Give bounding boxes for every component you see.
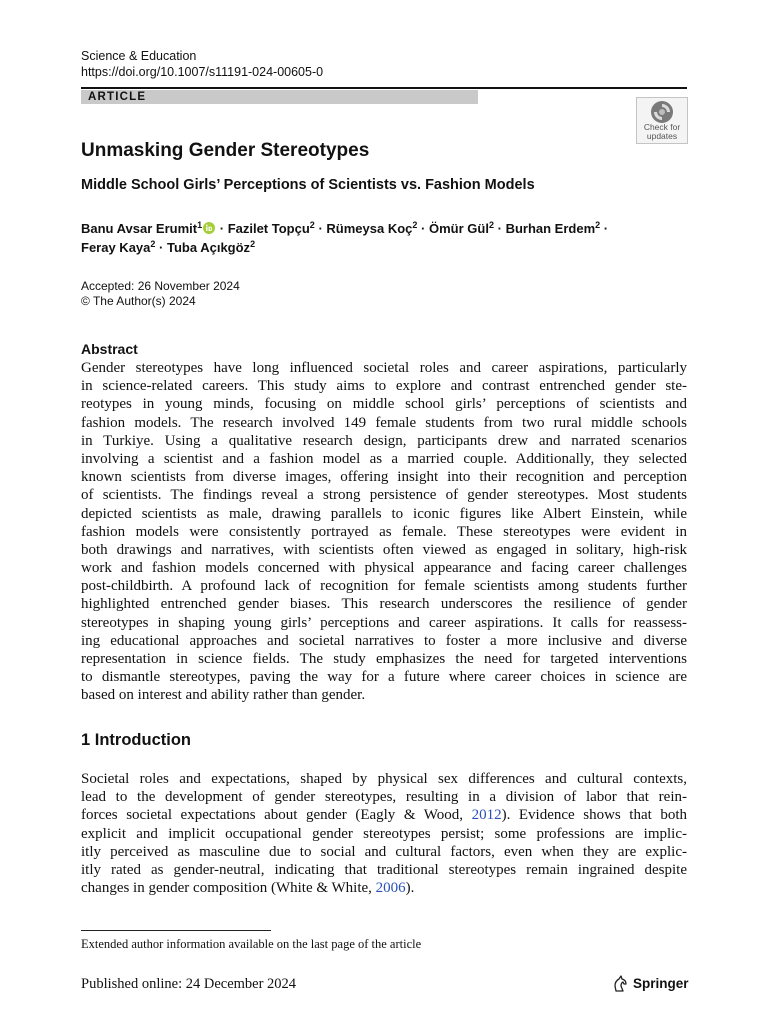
introduction-text [81, 770, 687, 897]
copyright-notice: © The Author(s) 2024 [81, 294, 196, 308]
author-name[interactable]: Rümeysa Koç [326, 221, 413, 236]
article-type-label: ARTICLE [88, 91, 147, 103]
author-separator: · [159, 240, 164, 255]
author-name[interactable]: Tuba Açıkgöz [167, 240, 251, 255]
author-list-line-1 [81, 219, 608, 239]
abstract-line: of scientists. The findings reveal a strong persistence of gender stereotypes. Most students [81, 487, 687, 504]
citation-link[interactable]: 2012 [471, 807, 502, 824]
intro-line [81, 825, 687, 843]
author-affiliation: 2 [488, 220, 494, 230]
abstract-line: Gender stereotypes have long influenced societal roles and career aspirations, particularly [81, 360, 687, 376]
abstract-line: stereotypes in shaping young girls’ perceptions and career aspirations. It calls for reassess- [81, 614, 687, 631]
intro-text: explicit and implicit occupational gender stereotypes persist; some professions are implic- [81, 825, 687, 842]
intro-text: ). Evidence shows that both [501, 807, 688, 824]
intro-text: itly rated as gender-neutral, indicating that traditional stereotypes remain ingrained despite [81, 861, 687, 878]
abstract-line: to dismantle stereotypes, paving the way for a future where career choices in science are [81, 669, 687, 686]
abstract-line: in Turkiye. Using a qualitative research design, participants drew and narrated scenarios [81, 432, 687, 449]
article-subtitle: Middle School Girls’ Perceptions of Scientists vs. Fashion Models [81, 177, 535, 193]
author-info-footnote: Extended author information available on the last page of the article [81, 937, 422, 951]
author-name[interactable]: Fazilet Topçu [227, 221, 310, 236]
author-affiliation: 2 [150, 239, 156, 249]
section-heading-introduction: 1 Introduction [81, 731, 191, 749]
abstract-line: reotypes in young minds, focusing on middle school girls’ perceptions of scientists and [81, 396, 687, 413]
intro-line [81, 843, 687, 861]
abstract-line: known scientists from diverse images, offering insight into their recognition and perception [81, 469, 687, 486]
intro-text: itly perceived as masculine due to social and cultural factors, even when they are explic- [81, 843, 687, 860]
abstract-line: both drawings and narratives, with scientists often viewed as engaged in solitary, high-risk [81, 541, 687, 558]
intro-line [81, 770, 687, 788]
author-affiliation: 2 [412, 220, 418, 230]
abstract-line: work and fashion models concerned with physical appearance and facing career challenges [81, 560, 687, 577]
author-separator: · [318, 221, 323, 236]
abstract-line: depicted scientists as male, drawing parallels to iconic figures like Albert Einstein, while [81, 505, 687, 522]
author-affiliation: 1 [197, 220, 203, 230]
intro-text: forces societal expectations about gender (Eagly & Wood, [81, 807, 472, 824]
intro-text: lead to the development of gender stereotypes, resulting in a division of labor that rein- [81, 789, 687, 806]
springer-horse-icon [612, 975, 628, 993]
orcid-icon[interactable] [203, 222, 215, 234]
badge-text-line-2: updates [646, 131, 678, 141]
abstract-line: fashion models were consistently portrayed as female. These stereotypes were evident in [81, 523, 687, 540]
abstract-heading: Abstract [81, 341, 138, 357]
author-separator: · [603, 221, 609, 236]
abstract-line: ing educational approaches and societal narratives to foster a more inclusive and diverse [81, 632, 687, 649]
intro-line [81, 788, 687, 806]
author-affiliation: 2 [250, 239, 256, 249]
author-affiliation: 2 [595, 220, 601, 230]
footnote-rule [81, 930, 271, 931]
article-title: Unmasking Gender Stereotypes [81, 140, 370, 161]
abstract-text [81, 359, 687, 705]
abstract-line: based on interest and ability rather than gender. [81, 687, 366, 704]
abstract-line: involving a scientist and a fashion model as a married couple. Additionally, they selected [81, 450, 687, 467]
header-rule [81, 87, 687, 89]
accepted-date: Accepted: 26 November 2024 [81, 279, 240, 293]
journal-name: Science & Education [81, 49, 197, 63]
abstract-line: representation in science fields. The study emphasizes the need for targeted interventions [81, 651, 687, 667]
author-name[interactable]: Banu Avsar Erumit [81, 221, 198, 236]
intro-text: Societal roles and expectations, shaped by physical sex differences and cultural contexts, [81, 771, 687, 787]
intro-text: ). [405, 880, 415, 897]
author-separator: · [421, 221, 426, 236]
intro-text: changes in gender composition (White & White, [81, 880, 376, 897]
author-separator: · [219, 221, 225, 236]
author-list-line-2 [81, 238, 255, 258]
abstract-line: fashion models. The research involved 149 female students from two rural middle schools [81, 414, 687, 431]
abstract-line: highlighted entrenched gender biases. This research underscores the resilience of gender [81, 596, 687, 613]
badge-text-line-1: Check for [643, 122, 681, 132]
author-affiliation: 2 [309, 220, 315, 230]
citation-link[interactable]: 2006 [375, 880, 406, 897]
intro-line [81, 879, 687, 897]
doi-link[interactable]: https://doi.org/10.1007/s11191-024-00605-0 [81, 65, 324, 79]
author-name[interactable]: Ömür Gül [429, 221, 489, 236]
author-name[interactable]: Feray Kaya [81, 240, 151, 255]
check-for-updates-icon [650, 100, 674, 124]
author-name[interactable]: Burhan Erdem [505, 221, 596, 236]
abstract-line: in science-related careers. This study aims to explore and contrast entrenched gender ste- [81, 378, 687, 395]
intro-line [81, 861, 687, 879]
published-date: Published online: 24 December 2024 [81, 976, 297, 992]
author-separator: · [497, 221, 502, 236]
intro-line [81, 806, 687, 824]
publisher-name: Springer [633, 976, 689, 991]
check-for-updates-badge[interactable] [636, 97, 688, 144]
abstract-line: post-childbirth. A profound lack of recognition for female scientists among students further [81, 578, 687, 595]
check-for-updates-text [637, 123, 687, 141]
